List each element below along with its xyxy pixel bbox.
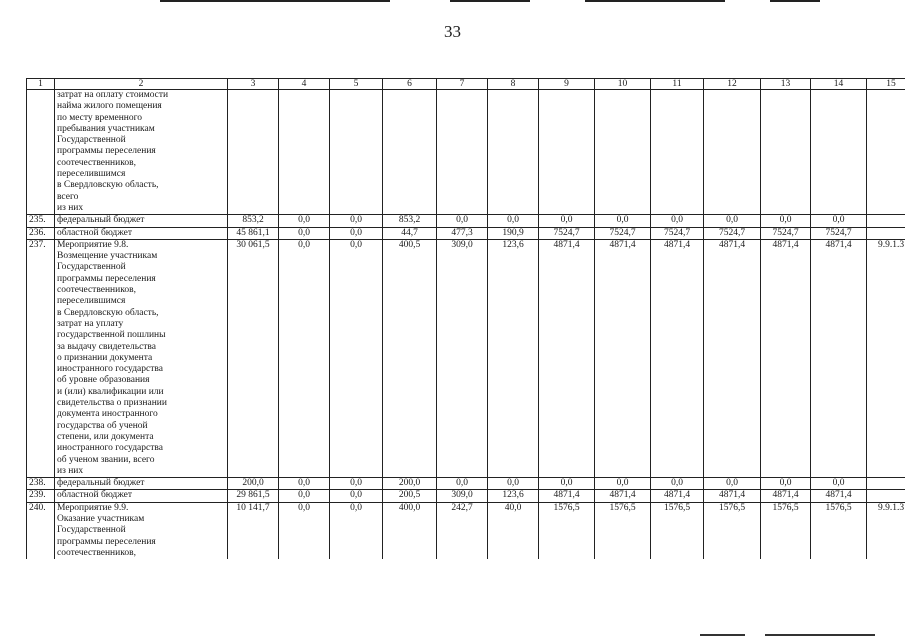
value-cell: 0,0 (651, 478, 704, 490)
row-name-line: иностранного государства (57, 443, 163, 454)
value-cell: 7524,7 (539, 227, 595, 239)
row-index: 240. (27, 502, 55, 559)
row-name-line: Мероприятие 9.9. (57, 502, 129, 513)
row-index: 237. (27, 239, 55, 477)
target-code-cell (867, 478, 905, 490)
row-name-line: найма жилого помещения (57, 101, 162, 112)
value-cell: 1576,5 (761, 502, 811, 559)
row-name-line: степени, или документа (57, 431, 154, 442)
row-name-line: затрат на оплату стоимости (57, 90, 169, 100)
header-cell: 3 (228, 79, 279, 90)
target-code-cell: 9.9.1.3 (867, 239, 905, 477)
value-cell: 477,3 (437, 227, 488, 239)
row-index: 238. (27, 478, 55, 490)
value-cell: 4871,4 (539, 239, 595, 477)
value-cell: 0,0 (330, 490, 383, 502)
header-cell: 7 (437, 79, 488, 90)
value-cell: 0,0 (761, 478, 811, 490)
row-name-line: в Свердловскую область, (57, 307, 159, 318)
row-name-line: пребывания участникам (57, 123, 155, 134)
row-name-line: иностранного государства (57, 364, 163, 375)
header-cell: 14 (811, 79, 867, 90)
value-cell: 7524,7 (651, 227, 704, 239)
value-cell: 200,0 (228, 478, 279, 490)
value-cell: 4871,4 (811, 490, 867, 502)
value-cell: 4871,4 (651, 490, 704, 502)
value-cell: 4871,4 (651, 239, 704, 477)
value-cell: 29 861,5 (228, 490, 279, 502)
row-name (55, 478, 228, 490)
value-cell: 123,6 (488, 239, 539, 477)
value-cell (761, 90, 811, 215)
value-cell: 4871,4 (704, 239, 761, 477)
row-name-line: в Свердловскую область, (57, 180, 159, 191)
value-cell (228, 90, 279, 215)
value-cell: 45 861,1 (228, 227, 279, 239)
row-name-line: Мероприятие 9.8. (57, 239, 129, 250)
row-name-line: за выдачу свидетельства (57, 341, 157, 352)
row-name-line: затрат на уплату (57, 318, 124, 329)
value-cell: 0,0 (330, 227, 383, 239)
value-cell: 0,0 (595, 215, 651, 227)
value-cell (811, 90, 867, 215)
value-cell (488, 90, 539, 215)
value-cell: 0,0 (279, 490, 330, 502)
value-cell: 0,0 (651, 215, 704, 227)
page-number: 33 (444, 22, 461, 41)
value-cell: 7524,7 (704, 227, 761, 239)
header-cell: 8 (488, 79, 539, 90)
row-name-line: всего (57, 191, 79, 202)
value-cell: 0,0 (279, 215, 330, 227)
row-index (27, 90, 55, 215)
value-cell: 0,0 (761, 215, 811, 227)
row-name-line: об ученом звании, всего (57, 454, 155, 465)
value-cell: 0,0 (330, 478, 383, 490)
value-cell: 190,9 (488, 227, 539, 239)
top-scan-line (585, 0, 725, 2)
row-name-line: государственной пошлины (57, 330, 166, 341)
value-cell: 0,0 (279, 239, 330, 477)
value-cell (330, 90, 383, 215)
row-name-line: переселившимся (57, 296, 126, 307)
header-cell: 1 (27, 79, 55, 90)
value-cell: 1576,5 (704, 502, 761, 559)
row-name (55, 239, 228, 477)
value-cell: 0,0 (539, 215, 595, 227)
row-name (55, 90, 228, 215)
row-name-line: программы переселения (57, 273, 156, 284)
table-row (27, 478, 905, 490)
row-name (55, 227, 228, 239)
value-cell: 0,0 (279, 227, 330, 239)
value-cell: 309,0 (437, 239, 488, 477)
budget-table (26, 78, 905, 559)
top-scan-line (770, 0, 820, 2)
value-cell (595, 90, 651, 215)
row-index: 239. (27, 490, 55, 502)
value-cell: 0,0 (704, 478, 761, 490)
value-cell: 4871,4 (761, 490, 811, 502)
header-cell: 2 (55, 79, 228, 90)
row-name-line: федеральный бюджет (57, 215, 145, 226)
row-name-line: Возмещение участникам (57, 251, 158, 262)
value-cell: 0,0 (704, 215, 761, 227)
bottom-scan-line (700, 634, 745, 636)
value-cell: 0,0 (811, 215, 867, 227)
table-row (27, 227, 905, 239)
value-cell: 7524,7 (595, 227, 651, 239)
value-cell: 0,0 (488, 478, 539, 490)
header-cell: 5 (330, 79, 383, 90)
row-name-line: программы переселения (57, 536, 156, 547)
row-name-line: и (или) квалификации или (57, 386, 164, 397)
row-name-line: свидетельства о признании (57, 398, 167, 409)
header-row (27, 79, 905, 90)
value-cell: 44,7 (383, 227, 437, 239)
target-code-cell (867, 215, 905, 227)
value-cell: 30 061,5 (228, 239, 279, 477)
target-code-cell (867, 227, 905, 239)
row-name-line: Оказание участникам (57, 513, 145, 524)
bottom-scan-line (765, 634, 875, 636)
value-cell: 1576,5 (811, 502, 867, 559)
row-name-line: соотечественников, (57, 285, 136, 296)
table-row (27, 502, 905, 559)
value-cell: 309,0 (437, 490, 488, 502)
row-name-line: документа иностранного (57, 409, 158, 420)
value-cell: 0,0 (437, 478, 488, 490)
value-cell: 0,0 (488, 215, 539, 227)
row-name-line: об уровне образования (57, 375, 150, 386)
value-cell: 4871,4 (595, 490, 651, 502)
value-cell: 1576,5 (651, 502, 704, 559)
value-cell: 40,0 (488, 502, 539, 559)
value-cell: 1576,5 (595, 502, 651, 559)
value-cell: 4871,4 (595, 239, 651, 477)
target-code-cell (867, 90, 905, 215)
value-cell (383, 90, 437, 215)
value-cell: 853,2 (228, 215, 279, 227)
row-index: 235. (27, 215, 55, 227)
value-cell: 4871,4 (761, 239, 811, 477)
value-cell: 200,5 (383, 490, 437, 502)
value-cell: 7524,7 (761, 227, 811, 239)
value-cell: 4871,4 (811, 239, 867, 477)
value-cell: 0,0 (279, 502, 330, 559)
value-cell (651, 90, 704, 215)
top-scan-line (160, 0, 390, 2)
value-cell (279, 90, 330, 215)
row-name-line: соотечественников, (57, 547, 136, 558)
row-name (55, 215, 228, 227)
table-row (27, 90, 905, 215)
value-cell: 242,7 (437, 502, 488, 559)
value-cell (539, 90, 595, 215)
value-cell: 4871,4 (539, 490, 595, 502)
value-cell: 0,0 (595, 478, 651, 490)
value-cell (437, 90, 488, 215)
row-name-line: переселившимся (57, 169, 126, 180)
header-cell: 6 (383, 79, 437, 90)
header-cell: 13 (761, 79, 811, 90)
row-name-line: из них (57, 465, 84, 476)
row-name-line: программы переселения (57, 146, 156, 157)
table-row (27, 215, 905, 227)
value-cell: 7524,7 (811, 227, 867, 239)
row-name (55, 490, 228, 502)
header-cell: 11 (651, 79, 704, 90)
value-cell: 400,0 (383, 502, 437, 559)
header-cell: 15 (867, 79, 905, 90)
table-row (27, 239, 905, 477)
row-name-line: государства об ученой (57, 420, 148, 431)
value-cell (704, 90, 761, 215)
header-cell: 9 (539, 79, 595, 90)
row-name-line: областной бюджет (57, 490, 133, 501)
table-row (27, 490, 905, 502)
row-index: 236. (27, 227, 55, 239)
header-cell: 12 (704, 79, 761, 90)
value-cell: 853,2 (383, 215, 437, 227)
target-code-cell (867, 490, 905, 502)
value-cell: 0,0 (437, 215, 488, 227)
row-name-line: Государственной (57, 262, 126, 273)
value-cell: 400,5 (383, 239, 437, 477)
value-cell: 4871,4 (704, 490, 761, 502)
value-cell: 0,0 (330, 502, 383, 559)
row-name-line: из них (57, 202, 84, 213)
value-cell: 0,0 (330, 215, 383, 227)
top-scan-line (450, 0, 530, 2)
row-name-line: соотечественников, (57, 157, 136, 168)
value-cell: 0,0 (539, 478, 595, 490)
value-cell: 200,0 (383, 478, 437, 490)
row-name-line: федеральный бюджет (57, 478, 145, 489)
target-code-cell: 9.9.1.3 (867, 502, 905, 559)
value-cell: 1576,5 (539, 502, 595, 559)
row-name-line: Государственной (57, 135, 126, 146)
value-cell: 0,0 (279, 478, 330, 490)
value-cell: 0,0 (330, 239, 383, 477)
row-name-line: Государственной (57, 525, 126, 536)
value-cell: 0,0 (811, 478, 867, 490)
row-name-line: о признании документа (57, 352, 153, 363)
header-cell: 4 (279, 79, 330, 90)
value-cell: 10 141,7 (228, 502, 279, 559)
row-name-line: по месту временного (57, 112, 143, 123)
row-name (55, 502, 228, 559)
row-name-line: областной бюджет (57, 227, 133, 238)
value-cell: 123,6 (488, 490, 539, 502)
header-cell: 10 (595, 79, 651, 90)
